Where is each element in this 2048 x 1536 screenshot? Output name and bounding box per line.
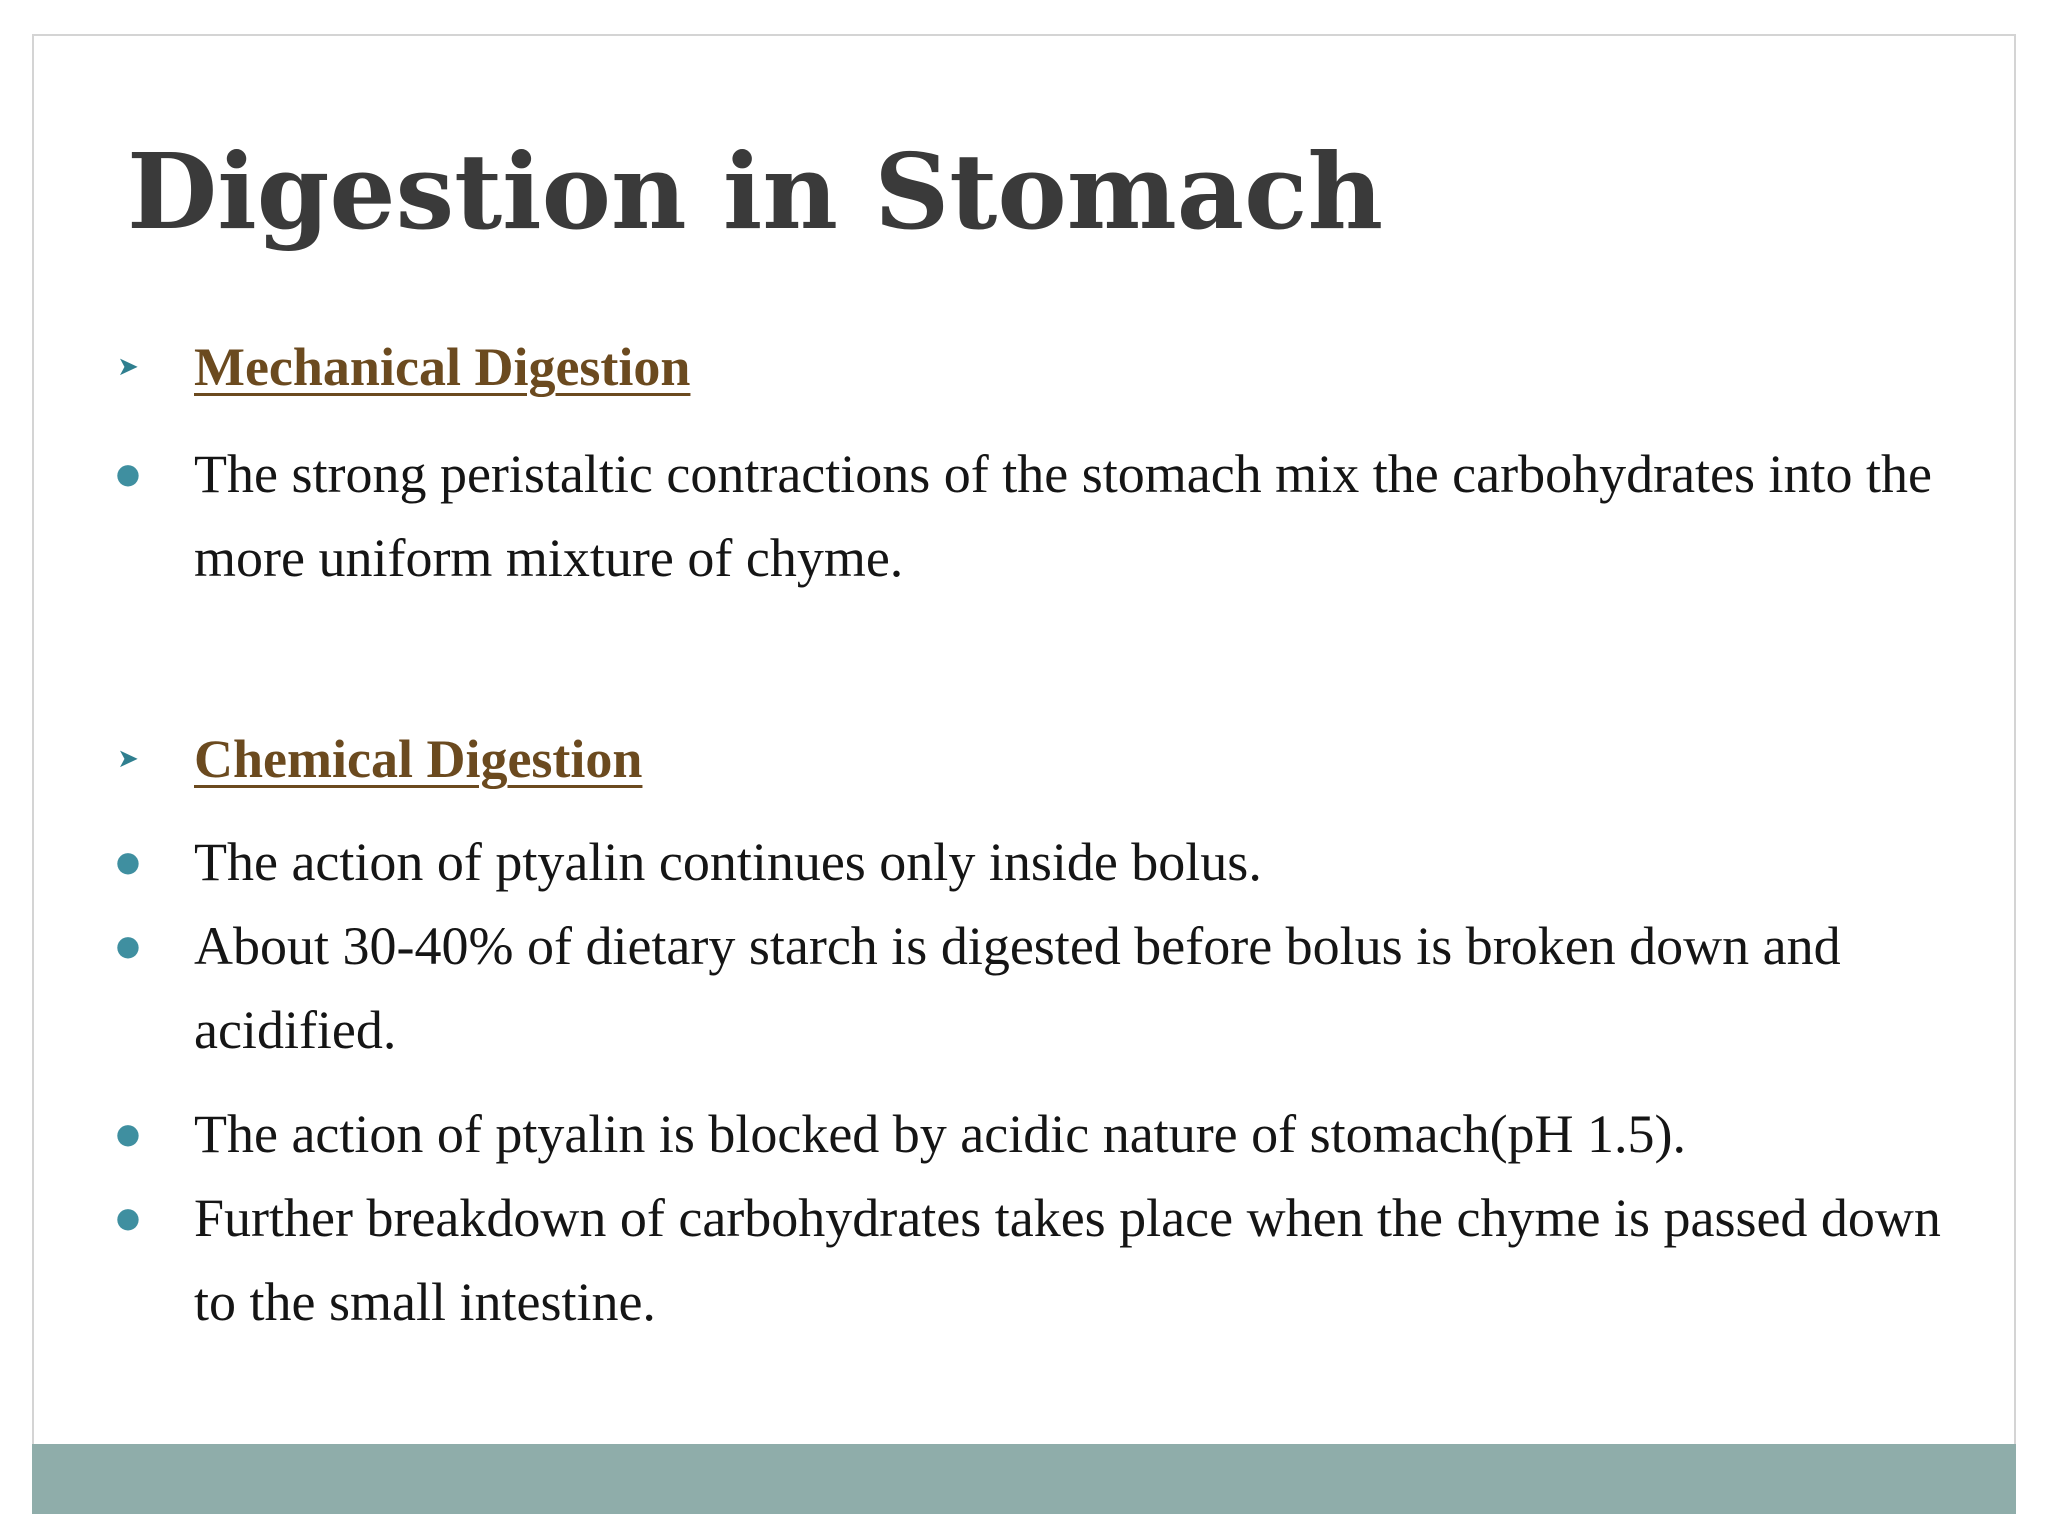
bullet-dot-icon: ● — [115, 457, 141, 490]
slide-title: Digestion in Stomach — [127, 130, 1384, 253]
list-item — [110, 1176, 1954, 1344]
list-item — [110, 432, 1954, 600]
footer-bar — [32, 1444, 2016, 1514]
bullet-dot-icon: ● — [115, 929, 141, 962]
section-heading-text: Chemical Digestion — [194, 729, 643, 789]
section-heading-chemical — [110, 728, 642, 790]
section-heading-mechanical — [110, 336, 690, 398]
list-item — [110, 1092, 1954, 1176]
list-item — [110, 904, 1954, 1072]
bullet-dot-icon: ● — [115, 1201, 141, 1234]
bullet-dot-icon: ● — [115, 1117, 141, 1150]
arrow-right-icon: ➤ — [117, 744, 139, 774]
bullet-text: The strong peristaltic contractions of the stomach mix the carbohydrates into the more uniform mixture of chyme. — [194, 444, 1932, 588]
section-heading-text: Mechanical Digestion — [194, 337, 691, 397]
bullet-text: Further breakdown of carbohydrates takes place when the chyme is passed down to the small intestine. — [194, 1188, 1941, 1332]
bullet-text: About 30-40% of dietary starch is digested before bolus is broken down and acidified. — [194, 916, 1841, 1060]
bullet-dot-icon: ● — [115, 845, 141, 878]
arrow-right-icon: ➤ — [117, 352, 139, 382]
list-item — [110, 820, 1954, 904]
bullet-text: The action of ptyalin continues only inside bolus. — [194, 832, 1262, 892]
bullet-text: The action of ptyalin is blocked by acidic nature of stomach(pH 1.5). — [194, 1104, 1687, 1164]
